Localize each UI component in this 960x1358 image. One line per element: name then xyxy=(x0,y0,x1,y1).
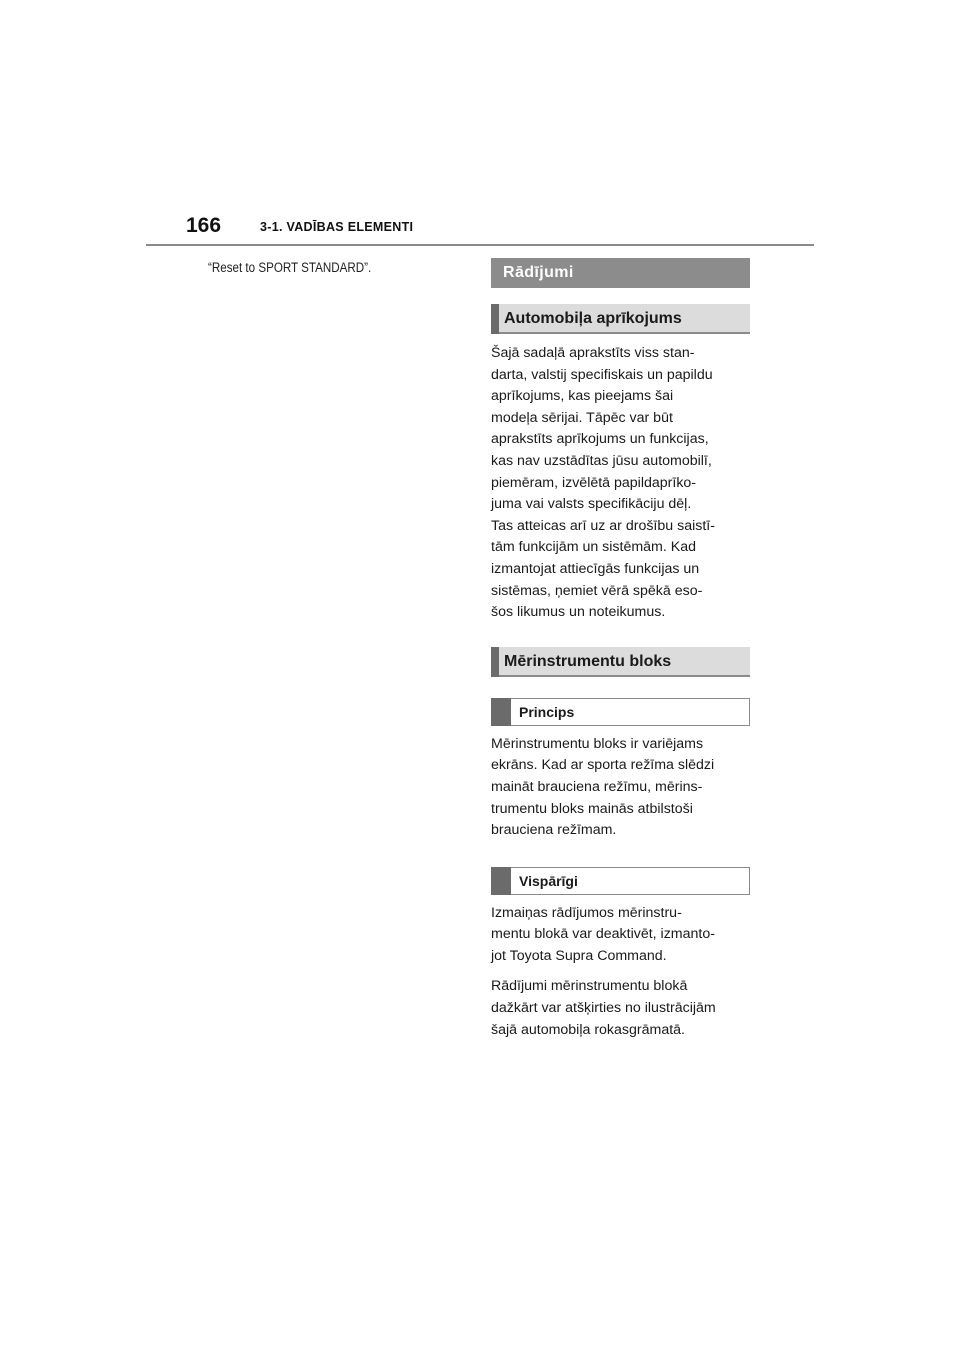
text-line: juma vai valsts specifikāciju dēļ. xyxy=(491,496,692,513)
general-paragraph-2 xyxy=(491,976,750,1041)
text-line: modeļa sērijai. Tāpēc var būt xyxy=(491,409,673,426)
general-paragraph-1 xyxy=(491,903,750,968)
text-line: aprakstīts aprīkojums un funkcijas, xyxy=(491,431,709,448)
heading-general: Vispārīgi xyxy=(491,867,750,895)
text-line: Izmaiņas rādījumos mērinstru- xyxy=(491,904,682,921)
text-line: aprīkojums, kas pieejams šai xyxy=(491,388,674,405)
text-line: tām funkcijām un sistēmām. Kad xyxy=(491,539,697,556)
principle-paragraph xyxy=(491,734,750,842)
text-line: Tas atteicas arī uz ar drošību saistī- xyxy=(491,517,715,534)
text-line: dažkārt var atšķirties no ilustrācijām xyxy=(491,1000,716,1017)
text-line: trumentu bloks mainās atbilstoši xyxy=(491,800,693,817)
text-line: jot Toyota Supra Command. xyxy=(491,947,667,964)
heading-principle: Princips xyxy=(491,698,750,726)
text-line: brauciena režīmam. xyxy=(491,822,617,839)
heading-equipment: Automobiļa aprīkojums xyxy=(491,304,750,334)
text-line: piemēram, izvēlētā papildaprīko- xyxy=(491,474,697,491)
text-line: sistēmas, ņemiet vērā spēkā eso- xyxy=(491,582,703,599)
equipment-paragraph xyxy=(491,343,750,624)
text-line: šajā automobiļa rokasgrāmatā. xyxy=(491,1021,685,1038)
heading-level-1: Rādījumi xyxy=(491,258,750,288)
text-line: ekrāns. Kad ar sporta režīma slēdzi xyxy=(491,757,715,774)
text-line: šos likumus un noteikumus. xyxy=(491,604,666,621)
heading-instrument-cluster: Mērinstrumentu bloks xyxy=(491,647,750,677)
text-line: Rādījumi mērinstrumentu blokā xyxy=(491,978,688,995)
page-header xyxy=(146,210,814,246)
left-column xyxy=(208,260,458,275)
right-column xyxy=(491,258,750,1041)
header-divider xyxy=(146,244,814,246)
text-line: maināt brauciena režīmu, mērins- xyxy=(491,778,703,795)
text-line: kas nav uzstādītas jūsu automobilī, xyxy=(491,452,712,469)
section-title: 3-1. VADĪBAS ELEMENTI xyxy=(260,220,414,234)
text-line: Mērinstrumentu bloks ir variējams xyxy=(491,735,704,752)
text-line: darta, valstij specifiskais un papildu xyxy=(491,366,713,383)
text-line: Šajā sadaļā aprakstīts viss stan- xyxy=(491,345,695,361)
text-line: mentu blokā var deaktivēt, izmanto- xyxy=(491,926,715,943)
text-line: izmantojat attiecīgās funkcijas un xyxy=(491,560,700,577)
continued-text: “Reset to SPORT STANDARD”. xyxy=(208,260,372,275)
page-number: 166 xyxy=(186,214,222,237)
